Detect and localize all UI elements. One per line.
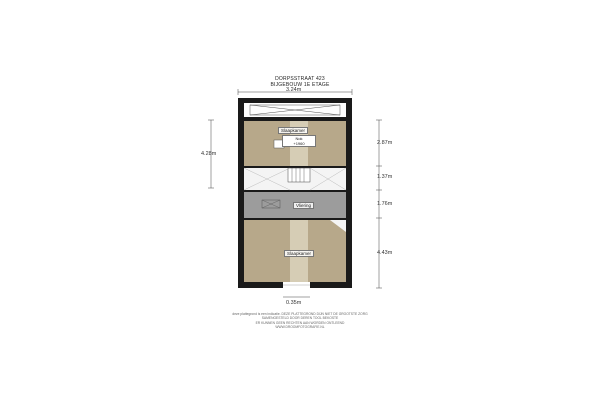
upper-room-label: Slaapkamer [278, 127, 308, 134]
stair-icon [288, 168, 310, 182]
disclaimer [200, 312, 400, 329]
vliering-label: Vliering [293, 202, 314, 209]
disclaimer-line-3: ER KUNNEN GEEN RECHTEN AAN WORDEN ONTLEEND [255, 320, 345, 325]
dim-height-left: 4.28m [201, 151, 217, 157]
dim-right-1: 2.87m [377, 140, 393, 146]
plan-address: DORPSSTRAAT 423 [275, 76, 325, 82]
nok-label [282, 135, 316, 147]
dim-right-4: 4.43m [377, 250, 393, 256]
nok-line2: +1960 [293, 141, 305, 146]
disclaimer-line-2: SAMENGESTELD DOOR DEREN TOOL BEKOSTE [261, 316, 339, 321]
dim-width-bottom: 0.35m [286, 300, 302, 306]
disclaimer-line-1: deze plattegrond is een indicatie. DEZE PLATTEGROND DIJN NIET DE GROOTSTE ZORG [232, 312, 368, 316]
lower-room-label: Slaapkamer [284, 250, 314, 257]
dim-right-3: 1.76m [377, 201, 393, 207]
disclaimer-line-4: WWW.DROOMFOTOGRAFIE.NL [275, 324, 325, 329]
dim-width-top: 3.24m [286, 87, 302, 93]
plan-floor-name: BIJGEBOUW 1E ETAGE [270, 82, 330, 88]
nok-line1: Nok [295, 136, 303, 141]
dim-right-2: 1.37m [377, 174, 393, 180]
